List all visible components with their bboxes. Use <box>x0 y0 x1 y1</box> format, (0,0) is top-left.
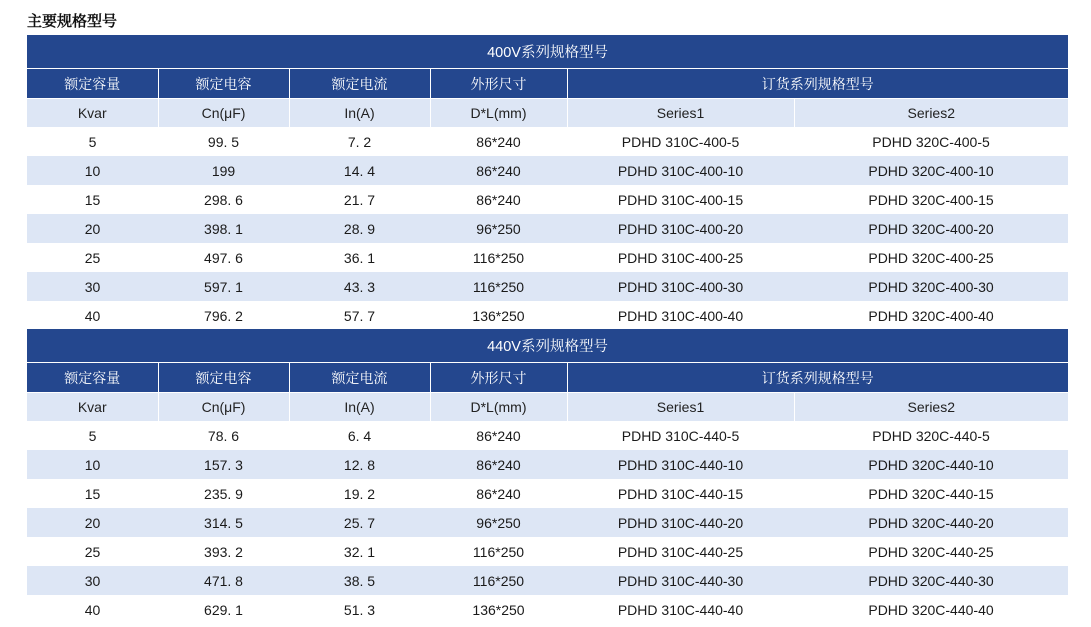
table-row <box>27 301 1068 330</box>
cell-series1: PDHD 310C-400-40 <box>567 301 794 330</box>
cell-current: 51. 3 <box>289 595 430 624</box>
cell-series2: PDHD 320C-440-25 <box>794 537 1068 566</box>
table-title: 440V系列规格型号 <box>27 329 1068 363</box>
cell-capacitance: 597. 1 <box>158 272 289 301</box>
cell-series2: PDHD 320C-400-20 <box>794 214 1068 243</box>
cell-capacitance: 497. 6 <box>158 243 289 272</box>
cell-capacitance: 796. 2 <box>158 301 289 330</box>
cell-dimensions: 96*250 <box>430 508 567 537</box>
cell-current: 7. 2 <box>289 127 430 156</box>
cell-current: 28. 9 <box>289 214 430 243</box>
cell-dimensions: 86*240 <box>430 127 567 156</box>
unit-series2: Series2 <box>794 393 1068 422</box>
cell-series1: PDHD 310C-440-5 <box>567 421 794 450</box>
cell-series1: PDHD 310C-400-5 <box>567 127 794 156</box>
table-row <box>27 214 1068 243</box>
cell-dimensions: 116*250 <box>430 537 567 566</box>
cell-current: 36. 1 <box>289 243 430 272</box>
header-rated-current: 额定电流 <box>289 363 430 393</box>
table-title-row <box>27 35 1068 69</box>
cell-capacitance: 99. 5 <box>158 127 289 156</box>
cell-dimensions: 116*250 <box>430 272 567 301</box>
unit-capacity: Kvar <box>27 393 158 422</box>
cell-series2: PDHD 320C-440-40 <box>794 595 1068 624</box>
cell-current: 14. 4 <box>289 156 430 185</box>
cell-current: 19. 2 <box>289 479 430 508</box>
unit-capacitance: Cn(μF) <box>158 99 289 128</box>
unit-current: In(A) <box>289 99 430 128</box>
unit-series1: Series1 <box>567 393 794 422</box>
cell-series2: PDHD 320C-440-10 <box>794 450 1068 479</box>
cell-kvar: 40 <box>27 595 158 624</box>
cell-kvar: 30 <box>27 566 158 595</box>
cell-dimensions: 86*240 <box>430 479 567 508</box>
header-row <box>27 363 1068 393</box>
header-dimensions: 外形尺寸 <box>430 69 567 99</box>
table-title-row <box>27 329 1068 363</box>
cell-capacitance: 298. 6 <box>158 185 289 214</box>
cell-current: 25. 7 <box>289 508 430 537</box>
cell-series2: PDHD 320C-400-5 <box>794 127 1068 156</box>
table-row <box>27 272 1068 301</box>
cell-kvar: 5 <box>27 421 158 450</box>
cell-dimensions: 86*240 <box>430 450 567 479</box>
cell-kvar: 30 <box>27 272 158 301</box>
table-title: 400V系列规格型号 <box>27 35 1068 69</box>
cell-series2: PDHD 320C-440-30 <box>794 566 1068 595</box>
cell-capacitance: 235. 9 <box>158 479 289 508</box>
header-dimensions: 外形尺寸 <box>430 363 567 393</box>
cell-kvar: 10 <box>27 450 158 479</box>
cell-current: 6. 4 <box>289 421 430 450</box>
cell-series1: PDHD 310C-440-10 <box>567 450 794 479</box>
cell-capacitance: 471. 8 <box>158 566 289 595</box>
table-row <box>27 421 1068 450</box>
unit-row <box>27 393 1068 422</box>
cell-capacitance: 629. 1 <box>158 595 289 624</box>
cell-series1: PDHD 310C-400-20 <box>567 214 794 243</box>
cell-series2: PDHD 320C-400-40 <box>794 301 1068 330</box>
cell-series1: PDHD 310C-400-30 <box>567 272 794 301</box>
unit-series1: Series1 <box>567 99 794 128</box>
cell-capacitance: 398. 1 <box>158 214 289 243</box>
cell-kvar: 5 <box>27 127 158 156</box>
cell-current: 12. 8 <box>289 450 430 479</box>
table-row <box>27 243 1068 272</box>
cell-dimensions: 86*240 <box>430 156 567 185</box>
cell-capacitance: 314. 5 <box>158 508 289 537</box>
cell-capacitance: 393. 2 <box>158 537 289 566</box>
cell-series1: PDHD 310C-400-15 <box>567 185 794 214</box>
cell-current: 21. 7 <box>289 185 430 214</box>
cell-capacitance: 78. 6 <box>158 421 289 450</box>
cell-dimensions: 116*250 <box>430 243 567 272</box>
header-order-series: 订货系列规格型号 <box>567 69 1068 99</box>
cell-dimensions: 86*240 <box>430 421 567 450</box>
unit-dimensions: D*L(mm) <box>430 99 567 128</box>
table-row <box>27 127 1068 156</box>
unit-capacitance: Cn(μF) <box>158 393 289 422</box>
header-rated-capacitance: 额定电容 <box>158 363 289 393</box>
cell-series1: PDHD 310C-400-25 <box>567 243 794 272</box>
table-row <box>27 156 1068 185</box>
cell-kvar: 20 <box>27 214 158 243</box>
cell-series1: PDHD 310C-440-15 <box>567 479 794 508</box>
cell-series2: PDHD 320C-400-10 <box>794 156 1068 185</box>
cell-dimensions: 96*250 <box>430 214 567 243</box>
cell-current: 38. 5 <box>289 566 430 595</box>
header-order-series: 订货系列规格型号 <box>567 363 1068 393</box>
cell-dimensions: 116*250 <box>430 566 567 595</box>
table-row <box>27 479 1068 508</box>
cell-series2: PDHD 320C-400-25 <box>794 243 1068 272</box>
header-row <box>27 69 1068 99</box>
header-rated-capacity: 额定容量 <box>27 69 158 99</box>
cell-series1: PDHD 310C-440-20 <box>567 508 794 537</box>
header-rated-capacitance: 额定电容 <box>158 69 289 99</box>
cell-series2: PDHD 320C-400-30 <box>794 272 1068 301</box>
unit-current: In(A) <box>289 393 430 422</box>
cell-kvar: 15 <box>27 479 158 508</box>
cell-current: 32. 1 <box>289 537 430 566</box>
unit-series2: Series2 <box>794 99 1068 128</box>
cell-kvar: 25 <box>27 243 158 272</box>
unit-row <box>27 99 1068 128</box>
header-rated-current: 额定电流 <box>289 69 430 99</box>
cell-kvar: 20 <box>27 508 158 537</box>
cell-dimensions: 136*250 <box>430 301 567 330</box>
cell-current: 43. 3 <box>289 272 430 301</box>
spec-table-440v <box>27 329 1068 624</box>
cell-kvar: 10 <box>27 156 158 185</box>
cell-dimensions: 86*240 <box>430 185 567 214</box>
cell-capacitance: 199 <box>158 156 289 185</box>
cell-dimensions: 136*250 <box>430 595 567 624</box>
cell-capacitance: 157. 3 <box>158 450 289 479</box>
cell-series2: PDHD 320C-440-20 <box>794 508 1068 537</box>
cell-series1: PDHD 310C-400-10 <box>567 156 794 185</box>
cell-kvar: 40 <box>27 301 158 330</box>
cell-series2: PDHD 320C-440-15 <box>794 479 1068 508</box>
cell-kvar: 25 <box>27 537 158 566</box>
page-title: 主要规格型号 <box>27 13 118 30</box>
unit-capacity: Kvar <box>27 99 158 128</box>
table-row <box>27 185 1068 214</box>
table-row <box>27 508 1068 537</box>
cell-series1: PDHD 310C-440-25 <box>567 537 794 566</box>
cell-series2: PDHD 320C-440-5 <box>794 421 1068 450</box>
cell-series1: PDHD 310C-440-30 <box>567 566 794 595</box>
table-row <box>27 566 1068 595</box>
cell-series1: PDHD 310C-440-40 <box>567 595 794 624</box>
table-row <box>27 450 1068 479</box>
table-row <box>27 537 1068 566</box>
cell-current: 57. 7 <box>289 301 430 330</box>
table-row <box>27 595 1068 624</box>
cell-kvar: 15 <box>27 185 158 214</box>
header-rated-capacity: 额定容量 <box>27 363 158 393</box>
spec-table-400v <box>27 35 1068 330</box>
cell-series2: PDHD 320C-400-15 <box>794 185 1068 214</box>
unit-dimensions: D*L(mm) <box>430 393 567 422</box>
